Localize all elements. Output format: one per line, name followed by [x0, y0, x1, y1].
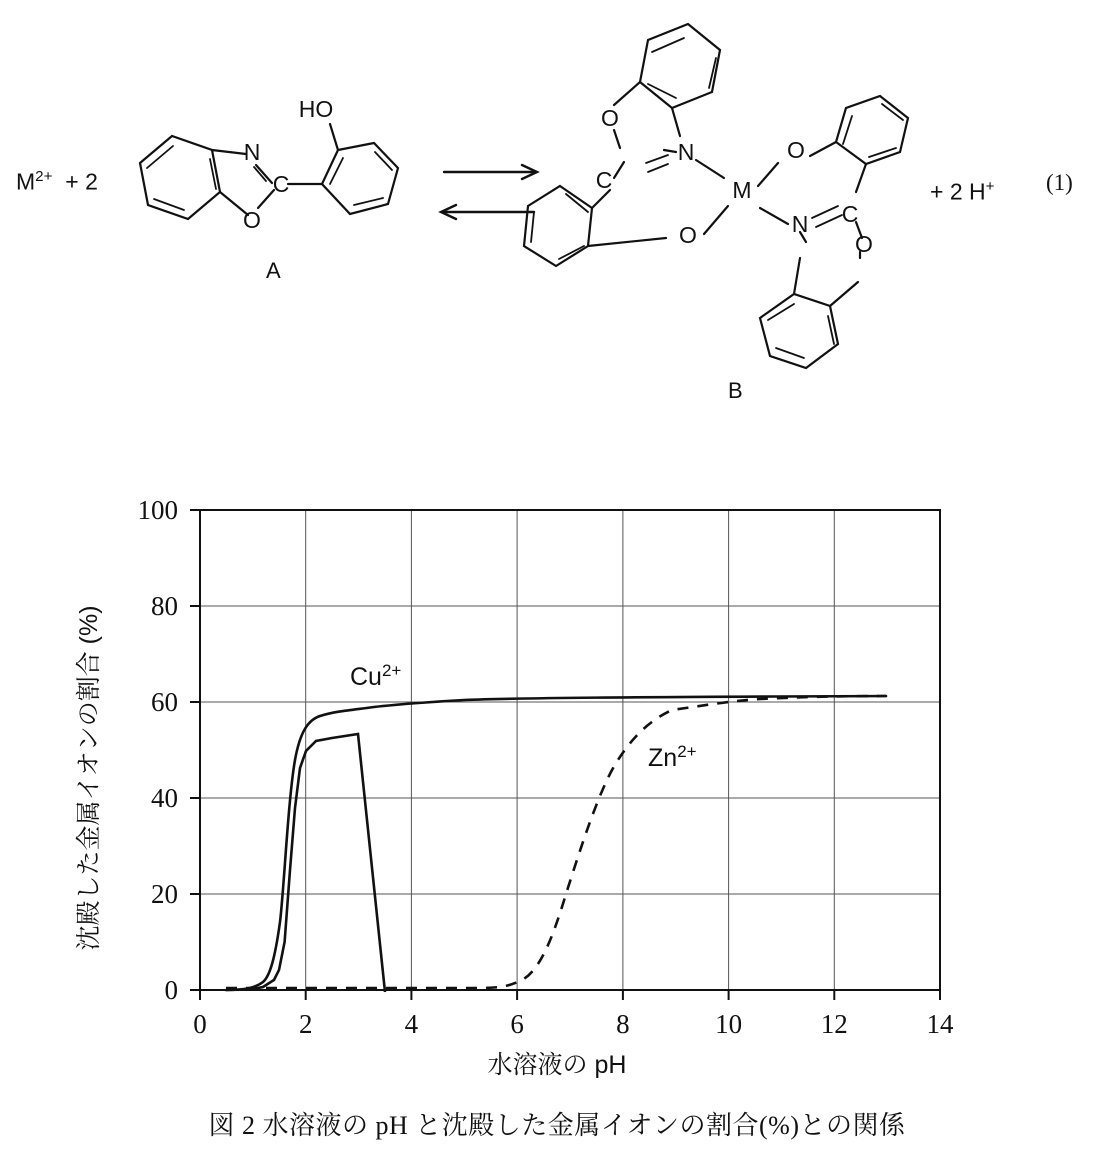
x-tick-2: 2 — [298, 1009, 313, 1039]
structure-label-b: B — [728, 378, 743, 403]
equation-number: (1) — [1046, 170, 1073, 195]
y-tick-labels — [138, 495, 179, 1005]
atom-label-O: O — [243, 207, 261, 233]
y-tick-40: 40 — [151, 783, 178, 813]
atom-label-N-b2: N — [791, 211, 809, 237]
x-tick-4: 4 — [404, 1009, 419, 1039]
figure-caption: 図 2 水溶液の pH と沈殿した金属イオンの割合(%)との関係 — [208, 1111, 906, 1140]
x-tick-labels — [193, 1009, 954, 1039]
atom-label-O-b1: O — [601, 105, 619, 131]
chart — [0, 470, 1114, 1110]
reaction-scheme-svg — [0, 0, 1114, 430]
y-tick-80: 80 — [151, 591, 178, 621]
atom-label-C: C — [272, 171, 290, 197]
y-tick-20: 20 — [151, 879, 178, 909]
x-axis-title: 水溶液の pH — [487, 1051, 627, 1079]
atom-label-N-b1: N — [677, 139, 695, 165]
x-tick-14: 14 — [926, 1009, 954, 1039]
y-tick-100: 100 — [137, 495, 178, 525]
left-term: $M^{2+} + 2$ — [16, 168, 98, 195]
atom-label-N: N — [243, 139, 261, 165]
atom-label-O-b3: O — [787, 137, 805, 163]
x-tick-8: 8 — [616, 1009, 630, 1039]
atom-label-C-b2: C — [841, 201, 859, 227]
structure-label-a: A — [266, 258, 281, 283]
ph-precipitation-chart — [0, 470, 1114, 1110]
reaction-scheme — [0, 0, 1114, 430]
x-tick-6: 6 — [510, 1009, 524, 1039]
atom-label-O-b2: O — [679, 222, 697, 248]
x-tick-10: 10 — [715, 1009, 743, 1039]
chart-grid — [200, 510, 940, 990]
atom-label-C-b1: C — [595, 167, 613, 193]
atom-label-O-b4: O — [855, 231, 873, 257]
atom-label-M: M — [732, 177, 752, 203]
series-label-zn: $Zn^{2+}$ — [648, 742, 697, 772]
y-axis-title: 沈殿した金属イオンの割合 (%) — [75, 605, 103, 951]
y-tick-0: 0 — [164, 975, 178, 1005]
atom-label-HO: HO — [298, 96, 334, 122]
right-term: + 2 H+ — [930, 178, 995, 205]
y-tick-60: 60 — [151, 687, 178, 717]
x-tick-0: 0 — [193, 1009, 207, 1039]
x-tick-12: 12 — [820, 1009, 848, 1039]
series-label-cu: $Cu^{2+}$ — [350, 661, 402, 691]
